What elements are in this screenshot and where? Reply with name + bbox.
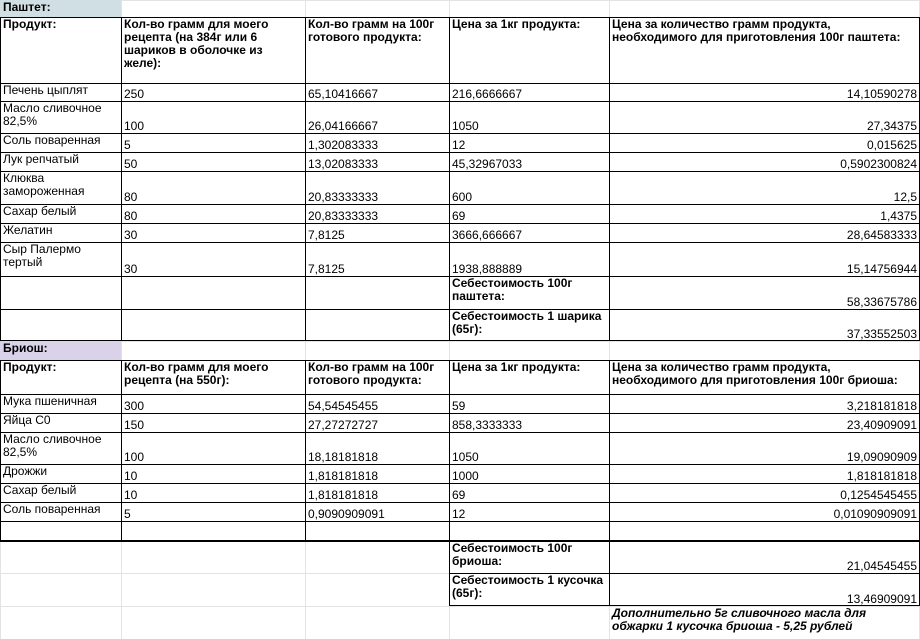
pate-cost-ball-value[interactable]: [609, 309, 920, 341]
pate-row-3-col-2[interactable]: [305, 152, 449, 171]
brioche-row-4-col-3[interactable]: [449, 483, 609, 502]
pate-row-3-col-2-text: 13,02083333: [308, 157, 379, 171]
brioche-row-3-col-2[interactable]: [305, 464, 449, 483]
brioche-row-4-col-2[interactable]: [305, 483, 449, 502]
pate-header-1-text: Кол-во грамм для моего рецепта (на 384г или 6 шариков в оболочке из желе):: [124, 17, 269, 70]
grid-line: [0, 521, 920, 522]
pate-cost-ball-label-text: Себестоимость 1 шарика (65г):: [452, 309, 602, 336]
brioche-row-0-col-3-text: 59: [452, 399, 466, 413]
pate-cost-100g-label[interactable]: [449, 276, 609, 309]
pate-row-1-col-4[interactable]: [609, 101, 920, 133]
pate-row-2-col-0[interactable]: [0, 133, 121, 152]
brioche-row-5-col-3[interactable]: [449, 502, 609, 521]
pate-cost-100g-value[interactable]: [609, 276, 920, 309]
brioche-row-0-col-2[interactable]: [305, 394, 449, 413]
pate-row-4-col-0[interactable]: [0, 171, 121, 204]
brioche-row-5-col-0-text: Соль поваренная: [3, 502, 101, 516]
pate-row-3-col-3-text: 45,32967033: [452, 157, 523, 171]
pate-row-2-col-0-text: Соль поваренная: [3, 133, 101, 147]
pate-header-4[interactable]: [609, 17, 920, 83]
pate-row-0-col-3[interactable]: [449, 83, 609, 101]
brioche-cost-piece-label-text: Себестоимость 1 кусочка (65г):: [452, 573, 604, 600]
brioche-row-3-col-2-text: 1,818181818: [308, 469, 379, 483]
brioche-cost-piece-value-text: 13,46909091: [846, 592, 917, 606]
pate-row-4-col-3-text: 600: [452, 190, 473, 204]
pate-row-2-col-4-text: 0,015625: [866, 138, 917, 152]
brioche-row-1-col-4-text: 23,40909091: [846, 418, 917, 432]
brioche-row-0-col-4-text: 3,218181818: [846, 399, 917, 413]
pate-cost-100g-value-text: 58,33675786: [846, 295, 917, 309]
brioche-row-4-col-1[interactable]: [121, 483, 305, 502]
brioche-row-4-col-0-text: Сахар белый: [3, 483, 77, 497]
brioche-header-4-text: Цена за количество грамм продукта, необходимого для приготовления 100г бриоша:: [612, 360, 898, 387]
brioche-row-4-col-3-text: 69: [452, 488, 466, 502]
pate-row-4-col-0-text: Клюква замороженная: [3, 171, 85, 198]
pate-row-3-col-4[interactable]: [609, 152, 920, 171]
brioche-row-5-col-1-text: 5: [124, 507, 131, 521]
brioche-row-2-col-0[interactable]: [0, 432, 121, 464]
pate-row-5-col-0-text: Сахар белый: [3, 204, 77, 218]
brioche-row-4-col-4-text: 0,1254545455: [840, 488, 917, 502]
pate-row-7-col-1-text: 30: [124, 262, 138, 276]
brioche-header-2[interactable]: [305, 360, 449, 394]
pate-row-0-col-2-text: 65,10416667: [308, 87, 379, 101]
pate-header-0-text: Продукт:: [3, 17, 57, 31]
brioche-header-3-text: Цена за 1кг продукта:: [452, 360, 581, 374]
brioche-header-2-text: Кол-во грамм на 100г готового продукта:: [308, 360, 435, 387]
pate-row-2-col-2-text: 1,302083333: [308, 138, 379, 152]
pate-row-4-col-3[interactable]: [449, 171, 609, 204]
brioche-row-0-col-2-text: 54,54545455: [308, 399, 379, 413]
brioche-row-2-col-4-text: 19,09090909: [846, 450, 917, 464]
pate-row-6-col-3-text: 3666,666667: [452, 228, 523, 242]
pate-row-3-col-4-text: 0,5902300824: [840, 157, 917, 171]
brioche-row-3-col-3[interactable]: [449, 464, 609, 483]
brioche-row-4-col-1-text: 10: [124, 488, 138, 502]
brioche-row-2-col-2[interactable]: [305, 432, 449, 464]
brioche-row-0-col-0[interactable]: [0, 394, 121, 413]
grid-line: [0, 341, 920, 342]
brioche-row-2-col-1[interactable]: [121, 432, 305, 464]
brioche-row-3-col-4-text: 1,818181818: [846, 469, 917, 483]
brioche-title-text: Бриош:: [3, 341, 48, 355]
pate-row-5-col-3[interactable]: [449, 204, 609, 223]
brioche-cost-100g-label[interactable]: [449, 541, 609, 573]
pate-row-1-col-4-text: 27,34375: [866, 119, 917, 133]
brioche-row-1-col-2-text: 27,27272727: [308, 418, 379, 432]
pate-row-4-col-2-text: 20,83333333: [308, 190, 379, 204]
brioche-row-1-col-3[interactable]: [449, 413, 609, 432]
pate-row-3-col-0-text: Лук репчатый: [3, 152, 79, 166]
brioche-row-5-col-4-text: 0,01090909091: [833, 507, 917, 521]
brioche-cost-100g-value-text: 21,04545455: [846, 559, 917, 573]
pate-row-4-col-4[interactable]: [609, 171, 920, 204]
brioche-row-4-col-0[interactable]: [0, 483, 121, 502]
pate-row-1-col-3-text: 1050: [452, 119, 479, 133]
pate-row-4-col-1-text: 80: [124, 190, 138, 204]
pate-row-3-col-1-text: 50: [124, 157, 138, 171]
pate-title[interactable]: [0, 0, 121, 17]
brioche-header-0[interactable]: [0, 360, 121, 394]
brioche-title[interactable]: [0, 341, 121, 360]
brioche-row-2-col-4[interactable]: [609, 432, 920, 464]
brioche-cost-100g-value[interactable]: [609, 541, 920, 573]
pate-row-5-col-4[interactable]: [609, 204, 920, 223]
brioche-row-0-col-3[interactable]: [449, 394, 609, 413]
brioche-row-2-col-1-text: 100: [124, 450, 145, 464]
brioche-row-1-col-0[interactable]: [0, 413, 121, 432]
brioche-row-1-col-1[interactable]: [121, 413, 305, 432]
pate-row-4-col-4-text: 12,5: [893, 190, 917, 204]
pate-row-0-col-4[interactable]: [609, 83, 920, 101]
pate-row-1-col-2-text: 26,04166667: [308, 119, 379, 133]
brioche-cost-100g-label-text: Себестоимость 100г бриоша:: [452, 541, 573, 568]
brioche-cost-piece-value[interactable]: [609, 573, 920, 606]
pate-row-6-col-4-text: 28,64583333: [846, 228, 917, 242]
brioche-row-2-col-2-text: 18,18181818: [308, 450, 379, 464]
pate-cost-ball-value-text: 37,33552503: [846, 327, 917, 341]
pate-row-7-col-2-text: 7,8125: [308, 262, 345, 276]
brioche-row-3-col-4[interactable]: [609, 464, 920, 483]
pate-row-2-col-3[interactable]: [449, 133, 609, 152]
brioche-row-5-col-0[interactable]: [0, 502, 121, 521]
pate-header-1[interactable]: [121, 17, 305, 83]
brioche-row-2-col-0-text: Масло сливочное 82,5%: [3, 432, 102, 459]
pate-row-2-col-3-text: 12: [452, 138, 466, 152]
pate-row-1-col-0-text: Масло сливочное 82,5%: [3, 101, 102, 128]
pate-row-1-col-3[interactable]: [449, 101, 609, 133]
grid-line: [0, 0, 920, 1]
brioche-row-3-col-1[interactable]: [121, 464, 305, 483]
brioche-note-text: Дополнительно 5г сливочного масла для обжарки 1 кусочка бриоша - 5,25 рублей: [612, 606, 867, 633]
pate-row-3-col-0[interactable]: [0, 152, 121, 171]
pate-row-5-col-2[interactable]: [305, 204, 449, 223]
pate-row-0-col-0[interactable]: [0, 83, 121, 101]
pate-row-2-col-2[interactable]: [305, 133, 449, 152]
pate-row-6-col-1-text: 30: [124, 228, 138, 242]
brioche-header-4[interactable]: [609, 360, 920, 394]
brioche-row-5-col-2[interactable]: [305, 502, 449, 521]
brioche-row-5-col-4[interactable]: [609, 502, 920, 521]
pate-row-7-col-0[interactable]: [0, 242, 121, 276]
pate-header-0[interactable]: [0, 17, 121, 83]
brioche-row-3-col-1-text: 10: [124, 469, 138, 483]
pate-header-4-text: Цена за количество грамм продукта, необходимого для приготовления 100г паштета:: [612, 17, 901, 44]
brioche-row-4-col-2-text: 1,818181818: [308, 488, 379, 502]
pate-row-0-col-0-text: Печень цыплят: [3, 83, 89, 97]
pate-row-6-col-0-text: Желатин: [3, 223, 53, 237]
pate-header-3[interactable]: [449, 17, 609, 83]
pate-row-7-col-4-text: 15,14756944: [846, 262, 917, 276]
pate-row-0-col-1-text: 250: [124, 87, 145, 101]
pate-row-3-col-3[interactable]: [449, 152, 609, 171]
pate-row-6-col-2[interactable]: [305, 223, 449, 242]
brioche-cost-piece-label[interactable]: [449, 573, 609, 606]
pate-row-0-col-1[interactable]: [121, 83, 305, 101]
pate-row-5-col-4-text: 1,4375: [880, 209, 917, 223]
pate-row-6-col-3[interactable]: [449, 223, 609, 242]
pate-row-5-col-1[interactable]: [121, 204, 305, 223]
brioche-row-1-col-1-text: 150: [124, 418, 145, 432]
pate-row-2-col-4[interactable]: [609, 133, 920, 152]
pate-row-6-col-0[interactable]: [0, 223, 121, 242]
pate-header-2-text: Кол-во грамм на 100г готового продукта:: [308, 17, 435, 44]
brioche-row-0-col-1-text: 300: [124, 399, 145, 413]
brioche-header-1-text: Кол-во грамм для моего рецепта (на 550г):: [124, 360, 269, 387]
brioche-row-4-col-4[interactable]: [609, 483, 920, 502]
brioche-row-3-col-3-text: 1000: [452, 469, 479, 483]
brioche-row-1-col-2[interactable]: [305, 413, 449, 432]
pate-row-2-col-1-text: 5: [124, 138, 131, 152]
pate-row-4-col-2[interactable]: [305, 171, 449, 204]
pate-cost-ball-label[interactable]: [449, 309, 609, 341]
brioche-row-1-col-0-text: Яйца С0: [3, 413, 51, 427]
brioche-row-1-col-3-text: 858,3333333: [452, 418, 523, 432]
pate-row-7-col-4[interactable]: [609, 242, 920, 276]
pate-row-1-col-1-text: 100: [124, 119, 145, 133]
brioche-row-5-col-2-text: 0,9090909091: [308, 507, 385, 521]
pate-row-7-col-2[interactable]: [305, 242, 449, 276]
pate-row-2-col-1[interactable]: [121, 133, 305, 152]
pate-row-6-col-1[interactable]: [121, 223, 305, 242]
pate-row-1-col-2[interactable]: [305, 101, 449, 133]
pate-row-0-col-3-text: 216,6666667: [452, 87, 523, 101]
pate-row-7-col-0-text: Сыр Палермо тертый: [3, 242, 81, 269]
brioche-row-1-col-4[interactable]: [609, 413, 920, 432]
pate-row-5-col-3-text: 69: [452, 209, 466, 223]
pate-row-5-col-0[interactable]: [0, 204, 121, 223]
pate-row-1-col-0[interactable]: [0, 101, 121, 133]
brioche-row-5-col-3-text: 12: [452, 507, 466, 521]
pate-header-3-text: Цена за 1кг продукта:: [452, 17, 581, 31]
pate-row-7-col-1[interactable]: [121, 242, 305, 276]
pate-row-3-col-1[interactable]: [121, 152, 305, 171]
brioche-row-2-col-3-text: 1050: [452, 450, 479, 464]
pate-row-1-col-1[interactable]: [121, 101, 305, 133]
brioche-row-0-col-1[interactable]: [121, 394, 305, 413]
brioche-row-5-col-1[interactable]: [121, 502, 305, 521]
pate-row-7-col-3-text: 1938,888889: [452, 262, 523, 276]
pate-cost-100g-label-text: Себестоимость 100г паштета:: [452, 276, 573, 303]
brioche-row-3-col-0-text: Дрожжи: [3, 464, 48, 478]
pate-title-text: Паштет:: [3, 0, 51, 14]
brioche-header-1[interactable]: [121, 360, 305, 394]
pate-header-2[interactable]: [305, 17, 449, 83]
pate-row-0-col-2[interactable]: [305, 83, 449, 101]
brioche-row-0-col-0-text: Мука пшеничная: [3, 394, 97, 408]
pate-row-6-col-2-text: 7,8125: [308, 228, 345, 242]
brioche-row-3-col-0[interactable]: [0, 464, 121, 483]
pate-row-5-col-1-text: 80: [124, 209, 138, 223]
brioche-header-0-text: Продукт:: [3, 360, 57, 374]
pate-row-5-col-2-text: 20,83333333: [308, 209, 379, 223]
brioche-note[interactable]: [609, 606, 920, 639]
pate-row-7-col-3[interactable]: [449, 242, 609, 276]
brioche-row-2-col-3[interactable]: [449, 432, 609, 464]
pate-row-4-col-1[interactable]: [121, 171, 305, 204]
brioche-row-0-col-4[interactable]: [609, 394, 920, 413]
pate-row-0-col-4-text: 14,10590278: [846, 87, 917, 101]
brioche-header-3[interactable]: [449, 360, 609, 394]
pate-row-6-col-4[interactable]: [609, 223, 920, 242]
